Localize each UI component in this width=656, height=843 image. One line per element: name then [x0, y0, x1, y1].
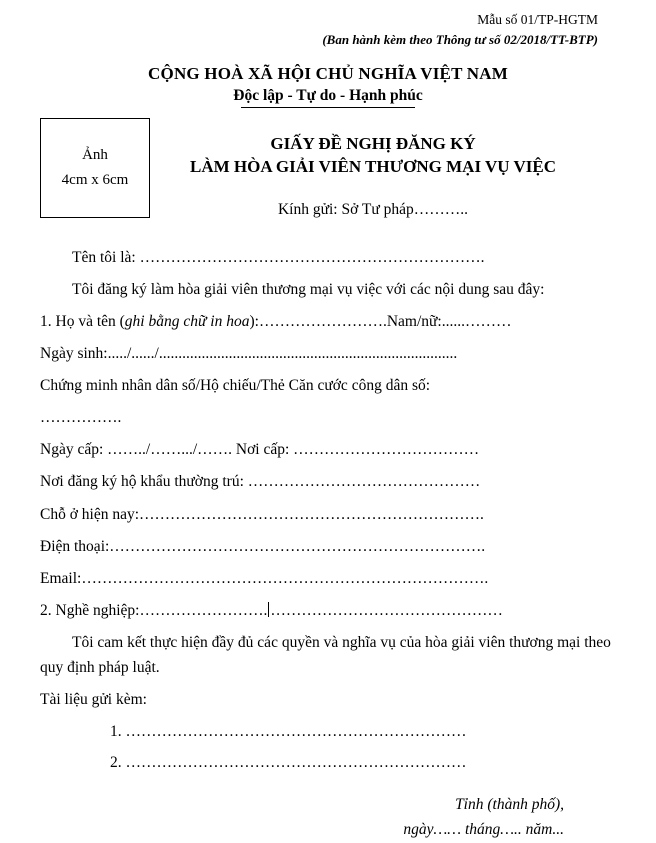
current-address-line: Chỗ ở hiện nay:………………………………………………………….: [40, 505, 484, 523]
id-number-line: Chứng minh nhân dân số/Hộ chiếu/Thẻ Căn cước công dân số:: [40, 377, 431, 395]
form-code-number: Mẫu số 01/TP-HGTM: [477, 12, 598, 27]
signature-date-block: [40, 793, 616, 843]
document-title-line1: GIẤY ĐỀ NGHỊ ĐĂNG KÝ: [270, 133, 476, 153]
attachments-list: [110, 719, 616, 775]
item-full-name-prefix: 1. Họ và tên (: [40, 312, 125, 330]
id-number-line-cont: …………….: [40, 409, 122, 427]
email-line: Email:…………………………………………………………………….: [40, 569, 489, 587]
photo-size: 4cm x 6cm: [61, 172, 129, 188]
item-occupation-line: [40, 598, 616, 623]
applicant-name-line: Tên tôi là: ………………………………………………………….: [72, 248, 485, 266]
item-full-name-suffix: ):…………………….Nam/nữ:......………: [249, 312, 512, 330]
form-code-reference: (Ban hành kèm theo Thông tư số 02/2018/TT-BTP): [322, 32, 598, 48]
list-item: 1. …………………………………………………………: [110, 723, 467, 741]
recipient-line: Kính gửi: Sở Tư pháp………..: [277, 200, 469, 218]
national-motto: Độc lập - Tự do - Hạnh phúc: [233, 86, 423, 104]
item-occupation-label: 2. Nghề nghiệp:…………………….: [40, 601, 268, 619]
document-title-line2: LÀM HÒA GIẢI VIÊN THƯƠNG MẠI VỤ VIỆC: [189, 156, 557, 176]
photo-label: Ảnh: [82, 146, 108, 163]
signature-date: ngày…… tháng….. năm...: [403, 821, 564, 839]
permanent-address-line: Nơi đăng ký hộ khẩu thường trú: ………………………………………: [40, 473, 481, 491]
item-occupation-tail: ………………………………………: [270, 601, 503, 619]
document-body: [40, 245, 616, 776]
country-name: CỘNG HOÀ XÃ HỘI CHỦ NGHĨA VIỆT NAM: [148, 63, 508, 83]
photo-placeholder-box: [40, 118, 150, 218]
signature-place: Tỉnh (thành phố),: [455, 796, 564, 814]
item-full-name-note: ghi bằng chữ in hoa: [124, 312, 250, 330]
attachments-label: Tài liệu gửi kèm:: [40, 691, 147, 709]
birth-date-line: Ngày sinh:...../....../.............................................................................: [40, 344, 458, 362]
list-item: 2. …………………………………………………………: [110, 754, 467, 772]
intro-paragraph: Tôi đăng ký làm hòa giải viên thương mại vụ việc với các nội dung sau đây:: [72, 280, 545, 298]
commitment-paragraph: Tôi cam kết thực hiện đầy đủ các quyền và nghĩa vụ của hòa giải viên thương mại theo quy định pháp luật.: [40, 633, 611, 677]
phone-line: Điện thoại:……………………………………………………………….: [40, 537, 486, 555]
issue-date-line: Ngày cấp: ……../…….../……. Nơi cấp: ………………………………: [40, 441, 480, 459]
form-code-block: [40, 10, 616, 50]
item-full-name-line: [40, 309, 616, 334]
national-header: [40, 64, 616, 105]
